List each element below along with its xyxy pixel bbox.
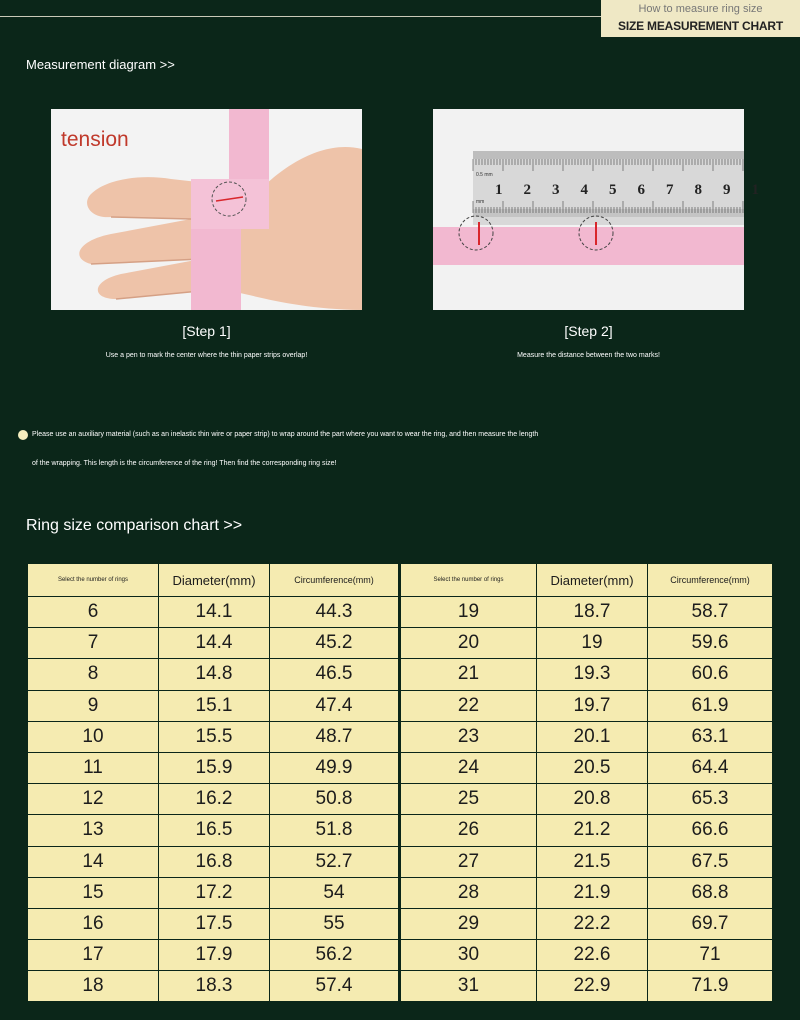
circumference-cell: 69.7 bbox=[648, 908, 773, 939]
table-row bbox=[401, 752, 773, 783]
diameter-cell: 16.2 bbox=[159, 784, 270, 815]
ruler-unit-label-2: mm bbox=[476, 199, 485, 205]
header-circumference: Circumference(mm) bbox=[270, 564, 399, 597]
diameter-cell: 22.6 bbox=[537, 940, 648, 971]
circumference-cell: 71.9 bbox=[648, 971, 773, 1002]
table-row bbox=[28, 597, 399, 628]
table-row bbox=[28, 815, 399, 846]
ring-size-cell: 10 bbox=[28, 721, 159, 752]
ruler-number: 2 bbox=[523, 182, 531, 198]
ring-size-cell: 13 bbox=[28, 815, 159, 846]
diameter-cell: 14.1 bbox=[159, 597, 270, 628]
circumference-cell: 58.7 bbox=[648, 597, 773, 628]
circumference-cell: 47.4 bbox=[270, 690, 399, 721]
diameter-cell: 22.2 bbox=[537, 908, 648, 939]
ring-size-cell: 7 bbox=[28, 628, 159, 659]
table-row bbox=[401, 659, 773, 690]
ruler-number: 1 bbox=[495, 182, 503, 198]
table-row bbox=[401, 690, 773, 721]
table-row bbox=[28, 846, 399, 877]
table-row bbox=[401, 877, 773, 908]
ring-size-cell: 8 bbox=[28, 659, 159, 690]
ring-size-cell: 17 bbox=[28, 940, 159, 971]
measurement-diagram-heading: Measurement diagram >> bbox=[26, 57, 175, 72]
table-row bbox=[28, 971, 399, 1002]
circumference-cell: 64.4 bbox=[648, 752, 773, 783]
diameter-cell: 21.9 bbox=[537, 877, 648, 908]
diameter-cell: 20.8 bbox=[537, 784, 648, 815]
circumference-cell: 66.6 bbox=[648, 815, 773, 846]
header-ring-number: Select the number of rings bbox=[28, 564, 159, 597]
ruler-number: 1 bbox=[751, 182, 759, 198]
table-header-row bbox=[401, 564, 773, 597]
header-ring-number: Select the number of rings bbox=[401, 564, 537, 597]
ruler-number: 6 bbox=[637, 182, 645, 198]
header-diameter: Diameter(mm) bbox=[537, 564, 648, 597]
table-row bbox=[401, 940, 773, 971]
ring-size-cell: 24 bbox=[401, 752, 537, 783]
circumference-cell: 60.6 bbox=[648, 659, 773, 690]
size-chart-badge bbox=[601, 0, 800, 37]
diameter-cell: 17.5 bbox=[159, 908, 270, 939]
ring-size-cell: 25 bbox=[401, 784, 537, 815]
table-row bbox=[28, 908, 399, 939]
ruler-number: 3 bbox=[552, 182, 560, 198]
ring-size-cell: 27 bbox=[401, 846, 537, 877]
ruler-number: 4 bbox=[580, 182, 588, 198]
ring-size-cell: 18 bbox=[28, 971, 159, 1002]
table-row bbox=[28, 940, 399, 971]
circumference-cell: 54 bbox=[270, 877, 399, 908]
circumference-cell: 71 bbox=[648, 940, 773, 971]
table-row bbox=[401, 815, 773, 846]
ruler-number: 8 bbox=[694, 182, 702, 198]
diameter-cell: 14.4 bbox=[159, 628, 270, 659]
circumference-cell: 46.5 bbox=[270, 659, 399, 690]
table-row bbox=[401, 846, 773, 877]
note-line-1: Please use an auxiliary material (such as an inelastic thin wire or paper strip) to wrap around the part where you want to wear the ring, and then measure the length bbox=[32, 431, 539, 438]
circumference-cell: 67.5 bbox=[648, 846, 773, 877]
ring-size-cell: 16 bbox=[28, 908, 159, 939]
ring-size-cell: 23 bbox=[401, 721, 537, 752]
diameter-cell: 20.1 bbox=[537, 721, 648, 752]
ring-size-table-left bbox=[27, 563, 399, 1002]
header-diameter: Diameter(mm) bbox=[159, 564, 270, 597]
note-line-2: of the wrapping. This length is the circumference of the ring! Then find the corresponding ring size! bbox=[32, 460, 337, 467]
badge-subtitle: How to measure ring size bbox=[638, 3, 763, 15]
ring-size-cell: 21 bbox=[401, 659, 537, 690]
step1-description: Use a pen to mark the center where the thin paper strips overlap! bbox=[105, 352, 308, 359]
ring-size-cell: 31 bbox=[401, 971, 537, 1002]
diameter-cell: 20.5 bbox=[537, 752, 648, 783]
circumference-cell: 52.7 bbox=[270, 846, 399, 877]
ruler-unit-label: 0.5 mm bbox=[476, 172, 493, 178]
step1-photo bbox=[51, 109, 362, 310]
diameter-cell: 15.5 bbox=[159, 721, 270, 752]
circumference-cell: 63.1 bbox=[648, 721, 773, 752]
diameter-cell: 21.2 bbox=[537, 815, 648, 846]
top-divider-line bbox=[0, 16, 606, 17]
circumference-cell: 59.6 bbox=[648, 628, 773, 659]
table-row bbox=[28, 752, 399, 783]
tension-label: tension bbox=[61, 128, 129, 151]
header-circumference: Circumference(mm) bbox=[648, 564, 773, 597]
circumference-cell: 45.2 bbox=[270, 628, 399, 659]
ring-size-cell: 9 bbox=[28, 690, 159, 721]
step1-title: [Step 1] bbox=[182, 323, 231, 339]
ring-size-cell: 29 bbox=[401, 908, 537, 939]
diameter-cell: 17.2 bbox=[159, 877, 270, 908]
diameter-cell: 22.9 bbox=[537, 971, 648, 1002]
table-row bbox=[28, 721, 399, 752]
step2-title: [Step 2] bbox=[564, 323, 613, 339]
diameter-cell: 15.9 bbox=[159, 752, 270, 783]
diameter-cell: 15.1 bbox=[159, 690, 270, 721]
table-row bbox=[401, 628, 773, 659]
ring-size-cell: 19 bbox=[401, 597, 537, 628]
step2-description: Measure the distance between the two marks! bbox=[517, 352, 660, 359]
circumference-cell: 44.3 bbox=[270, 597, 399, 628]
step2-photo bbox=[433, 109, 759, 310]
diameter-cell: 18.7 bbox=[537, 597, 648, 628]
ring-size-cell: 11 bbox=[28, 752, 159, 783]
ring-size-cell: 26 bbox=[401, 815, 537, 846]
ruler-number: 9 bbox=[723, 182, 731, 198]
diameter-cell: 16.8 bbox=[159, 846, 270, 877]
circumference-cell: 65.3 bbox=[648, 784, 773, 815]
table-row bbox=[28, 877, 399, 908]
table-row bbox=[28, 690, 399, 721]
circumference-cell: 55 bbox=[270, 908, 399, 939]
circumference-cell: 61.9 bbox=[648, 690, 773, 721]
table-row bbox=[401, 784, 773, 815]
diameter-cell: 19 bbox=[537, 628, 648, 659]
circumference-cell: 68.8 bbox=[648, 877, 773, 908]
diameter-cell: 16.5 bbox=[159, 815, 270, 846]
circumference-cell: 49.9 bbox=[270, 752, 399, 783]
ring-size-cell: 12 bbox=[28, 784, 159, 815]
note-bullet-icon bbox=[18, 430, 28, 440]
diameter-cell: 14.8 bbox=[159, 659, 270, 690]
diameter-cell: 19.7 bbox=[537, 690, 648, 721]
circumference-cell: 56.2 bbox=[270, 940, 399, 971]
ring-size-cell: 14 bbox=[28, 846, 159, 877]
table-row bbox=[28, 659, 399, 690]
ring-size-cell: 30 bbox=[401, 940, 537, 971]
table-row bbox=[401, 721, 773, 752]
table-row bbox=[401, 908, 773, 939]
circumference-cell: 50.8 bbox=[270, 784, 399, 815]
ring-size-cell: 28 bbox=[401, 877, 537, 908]
ring-size-cell: 20 bbox=[401, 628, 537, 659]
table-row bbox=[401, 971, 773, 1002]
diameter-cell: 18.3 bbox=[159, 971, 270, 1002]
circumference-cell: 48.7 bbox=[270, 721, 399, 752]
badge-title: SIZE MEASUREMENT CHART bbox=[618, 19, 783, 33]
ruler-number: 7 bbox=[666, 182, 674, 198]
ring-size-cell: 15 bbox=[28, 877, 159, 908]
diameter-cell: 17.9 bbox=[159, 940, 270, 971]
circumference-cell: 51.8 bbox=[270, 815, 399, 846]
table-row bbox=[28, 628, 399, 659]
ring-size-cell: 22 bbox=[401, 690, 537, 721]
diameter-cell: 19.3 bbox=[537, 659, 648, 690]
table-row bbox=[28, 784, 399, 815]
circumference-cell: 57.4 bbox=[270, 971, 399, 1002]
diameter-cell: 21.5 bbox=[537, 846, 648, 877]
table-header-row bbox=[28, 564, 399, 597]
ring-size-cell: 6 bbox=[28, 597, 159, 628]
ring-size-chart-heading: Ring size comparison chart >> bbox=[26, 517, 243, 534]
ring-size-table-right bbox=[400, 563, 773, 1002]
table-row bbox=[401, 597, 773, 628]
ruler-number: 5 bbox=[609, 182, 617, 198]
